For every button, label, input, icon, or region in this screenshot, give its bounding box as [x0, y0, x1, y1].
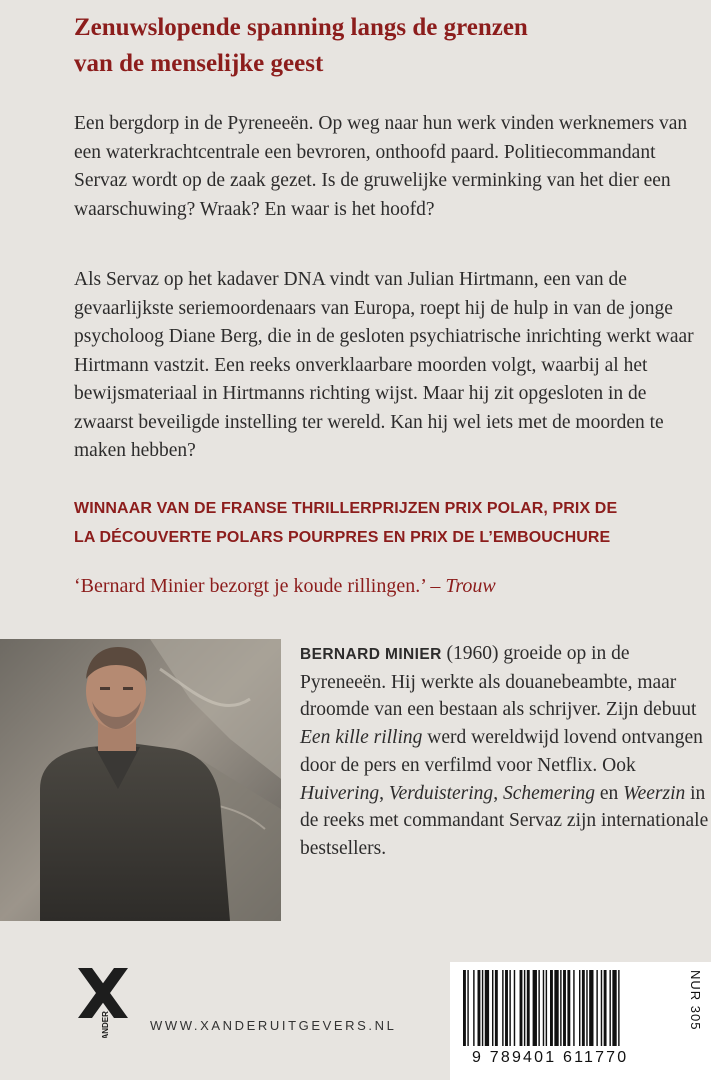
barcode-bar: [538, 970, 539, 1046]
barcode-bar: [463, 970, 466, 1046]
barcode-bar: [612, 970, 616, 1046]
barcode-bar: [546, 970, 547, 1046]
barcode-bar: [467, 970, 468, 1046]
barcode-bar: [485, 970, 489, 1046]
barcode-bar: [579, 970, 580, 1046]
barcode-bar: [609, 970, 610, 1046]
headline-line-1: Zenuwslopende spanning langs de grenzen: [74, 14, 528, 41]
barcode-bar: [573, 970, 574, 1046]
synopsis-paragraph-2: Als Servaz op het kadaver DNA vindt van Julian Hirtmann, een van de gevaarlijkste seriemoordenaars van Europa, roept hij de hulp in van de jonge psycholoog Diane Berg, die in de gesloten psychiatrische inrichting werkt waar Hirtmann vastzit. Een reeks onverklaarbare moorden volgt, waarbij al het bewijsmateriaal in Hirtmanns richting wijst. Maar hij zit opgesloten in de zwaarst beveiligde instelling ter wereld. Kan hij wel iets met de moorden te maken hebben?: [74, 269, 694, 461]
quote-source: Trouw: [445, 575, 496, 597]
bio-text-1: (1960) groeide op in de Pyreneeën. Hij werkte als douanebeambte, maar droomde van een bestaan als schrijver. Zijn debuut: [300, 643, 697, 721]
barcode-bar: [563, 970, 566, 1046]
synopsis-paragraph-1: Een bergdorp in de Pyreneeën. Op weg naar hun werk vinden werknemers van een waterkrachtcentrale een bevroren, onthoofd paard. Politiecommandant Servaz wordt op de zaak gezet. Is de gruwelijke verminking van het dier een waarschuwing? Wraak? En waar is het hoofd?: [74, 113, 688, 220]
barcode-bar: [543, 970, 544, 1046]
barcode-bar: [495, 970, 498, 1046]
barcode-bar: [618, 970, 619, 1046]
barcode-bar: [520, 970, 523, 1046]
bio-text-3: en: [595, 782, 624, 804]
barcode-bar: [582, 970, 585, 1046]
author-name: BERNARD MINIER: [300, 646, 442, 663]
barcode-bar: [505, 970, 508, 1046]
book-title-2: Huivering: [300, 782, 380, 804]
barcode-area: [450, 962, 711, 1080]
barcode-bar: [478, 970, 481, 1046]
isbn-number: 9 789401 611770: [472, 1049, 629, 1066]
barcode-bar: [604, 970, 607, 1046]
barcode-bar: [527, 970, 530, 1046]
barcode-bar: [482, 970, 483, 1046]
headline: [74, 10, 694, 82]
barcode-bar: [567, 970, 570, 1046]
author-photo: [0, 639, 281, 921]
book-title-5: Weerzin: [623, 782, 686, 804]
barcode-bar: [589, 970, 593, 1046]
barcode-bar: [601, 970, 602, 1046]
award-text: [74, 494, 710, 552]
nur-code: NUR 305: [688, 970, 703, 1031]
headline-line-2: van de menselijke geest: [74, 50, 324, 77]
barcode-bar: [554, 970, 558, 1046]
bio-separator-1: ,: [379, 782, 389, 804]
bio-text-4: in de reeks met commandant Servaz zijn internationale bestsellers.: [300, 782, 709, 859]
bio-separator-2: ,: [493, 782, 503, 804]
barcode-bar: [596, 970, 597, 1046]
award-line-1: WINNAAR VAN DE FRANSE THRILLERPRIJZEN PRIX POLAR, PRIX DE: [74, 500, 618, 517]
author-bio: [300, 640, 710, 863]
xander-logo: [78, 968, 130, 1038]
barcode-bar: [492, 970, 493, 1046]
award-line-2: LA DÉCOUVERTE POLARS POURPRES EN PRIX DE L’EMBOUCHURE: [74, 529, 611, 546]
barcode-bar: [473, 970, 474, 1046]
barcode-bar: [533, 970, 537, 1046]
barcode-bar: [560, 970, 561, 1046]
quote-text: ‘Bernard Minier bezorgt je koude rillingen.’ –: [74, 575, 446, 597]
barcode-bar: [514, 970, 515, 1046]
barcode-bar: [550, 970, 553, 1046]
bio-text-2: werd wereldwijd lovend ontvangen door de pers en verfilmd voor Netflix. Ook: [300, 727, 703, 776]
publisher-url[interactable]: WWW.XANDERUITGEVERS.NL: [150, 1018, 397, 1033]
book-title-3: Verduistering: [388, 782, 494, 804]
barcode-bar: [524, 970, 525, 1046]
review-quote: [74, 572, 704, 600]
barcode-bar: [509, 970, 510, 1046]
barcode-bar: [586, 970, 587, 1046]
book-title-1: Een kille rilling: [300, 727, 423, 749]
barcode-bar: [502, 970, 503, 1046]
book-title-4: Schemering: [502, 782, 595, 804]
isbn-barcode: [463, 970, 669, 1046]
logo-text: XANDER: [101, 1011, 110, 1038]
